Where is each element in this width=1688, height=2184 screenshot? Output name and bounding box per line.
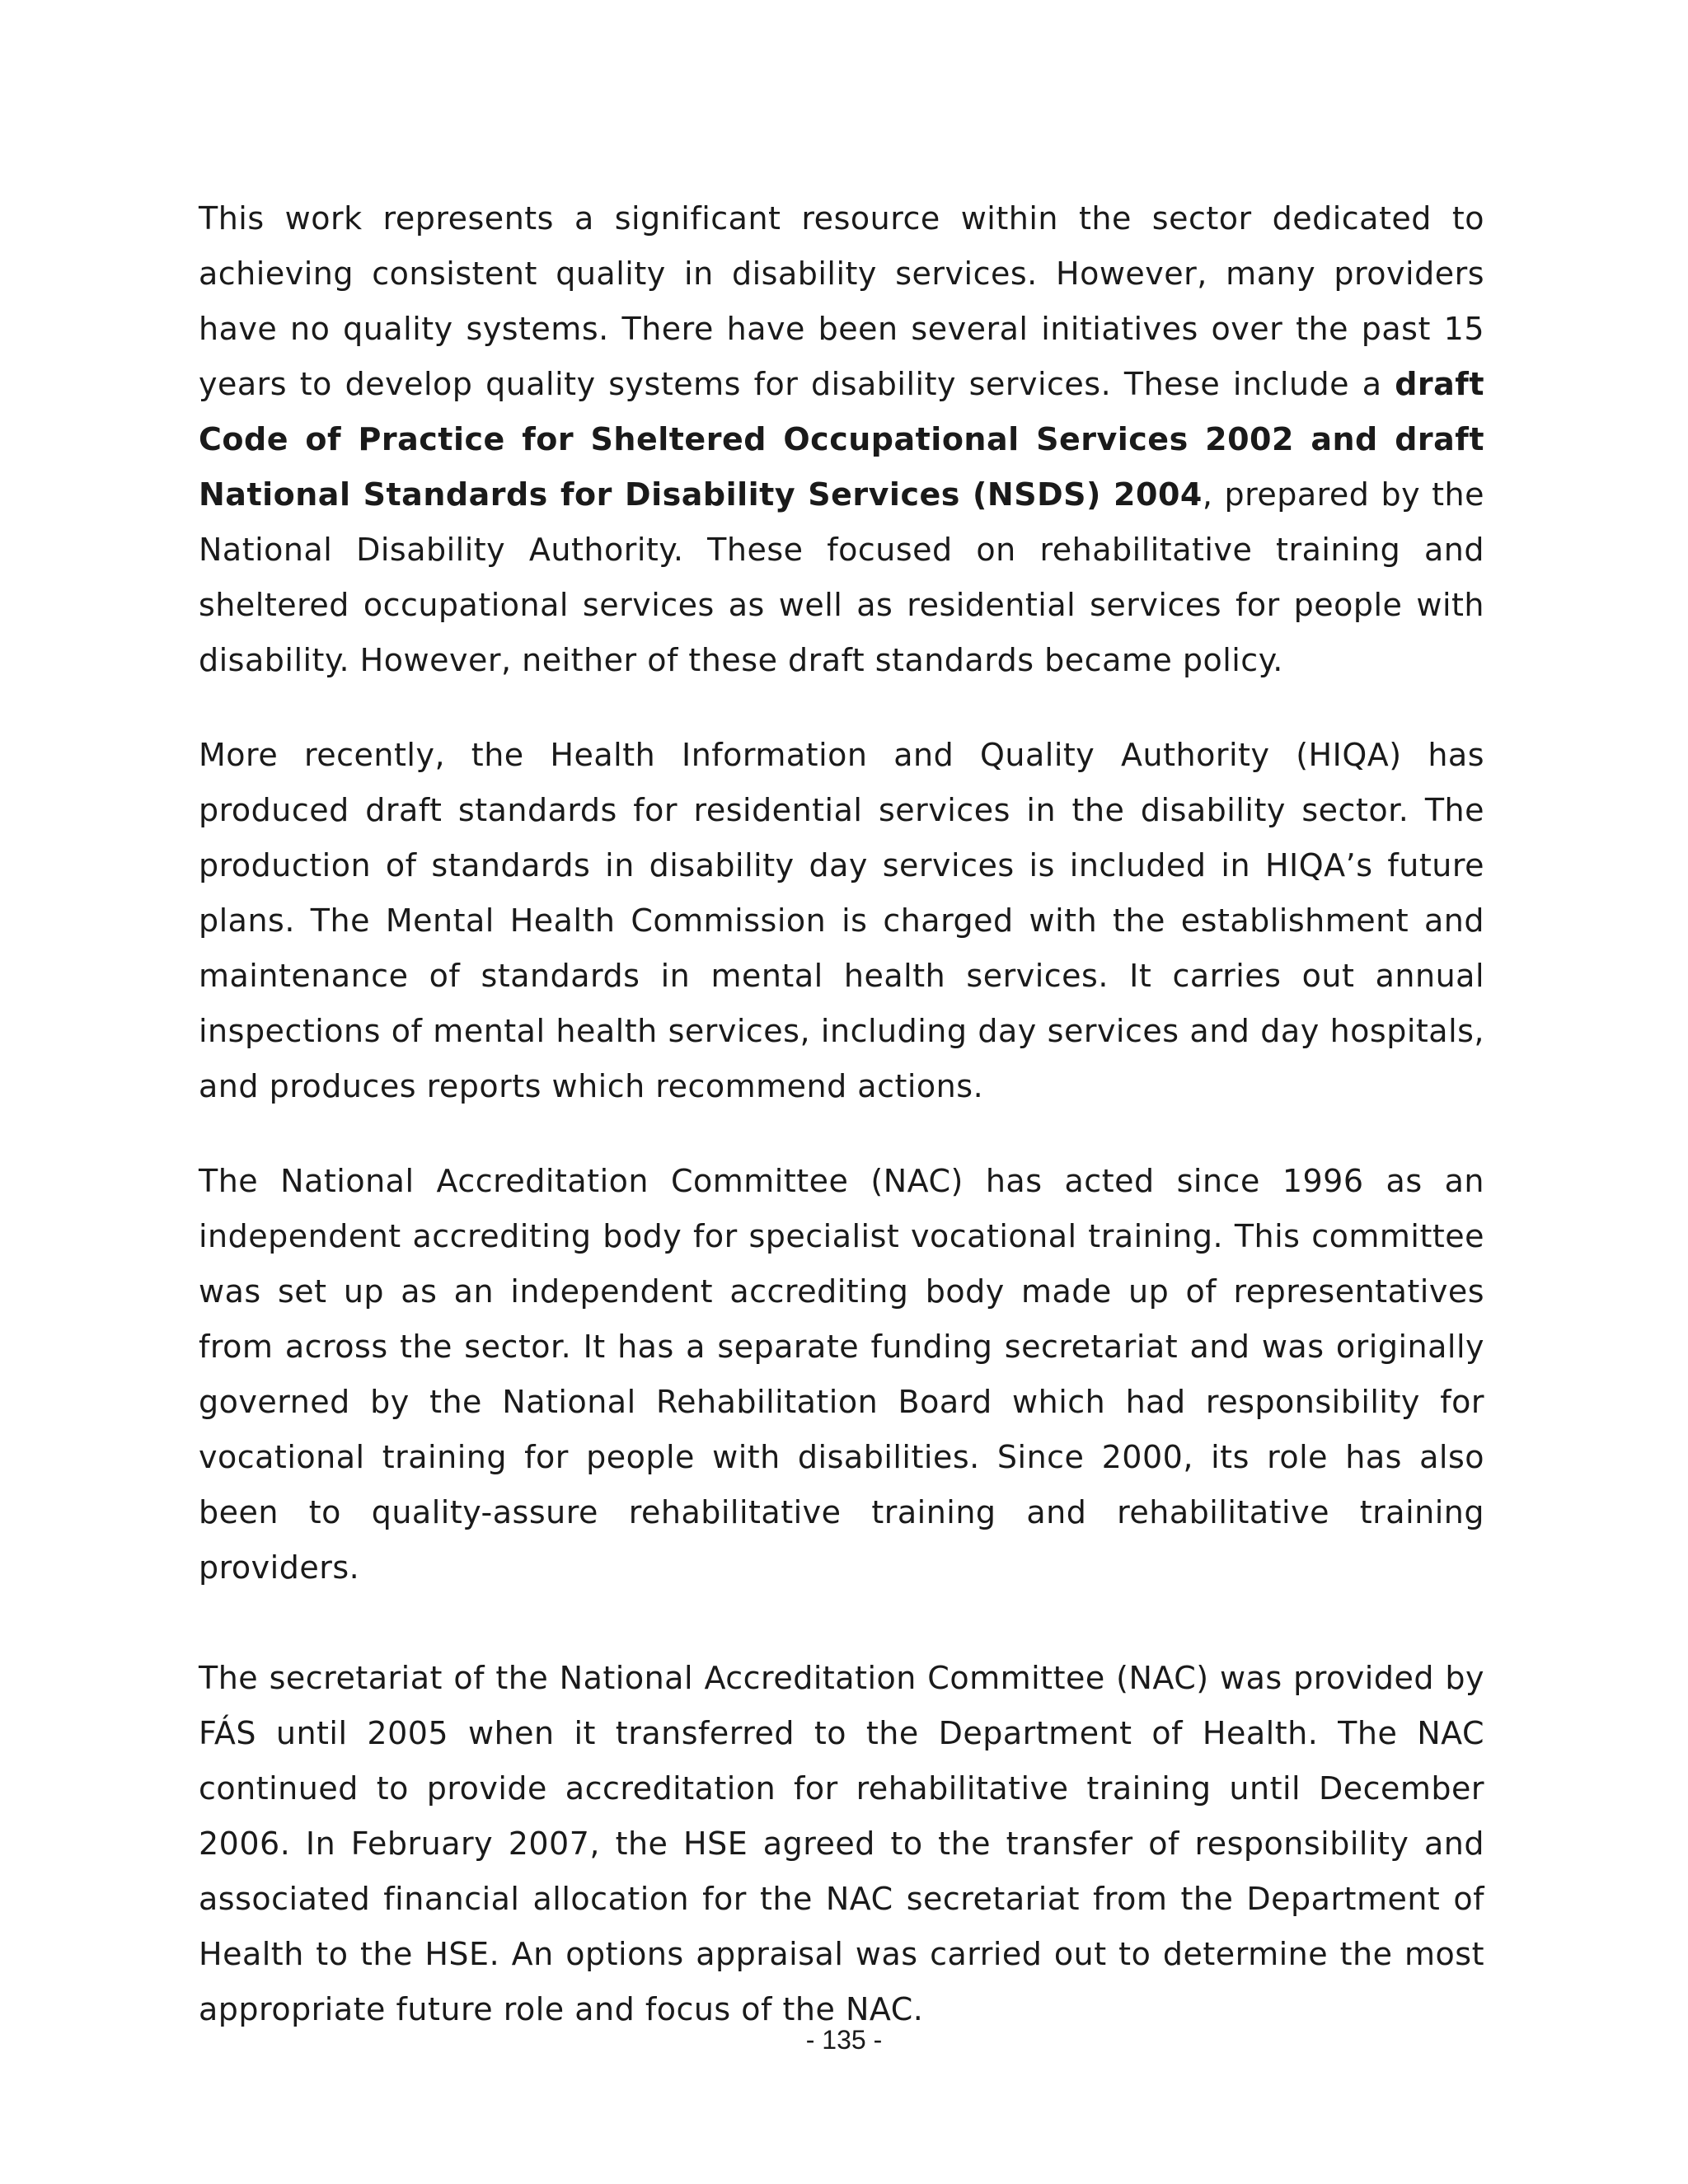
paragraph-text: The National Accreditation Committee (NAC) has acted since 1996 as an independent accrediting body for specialist vocational training. This committee was set up as an independent accrediting body made up of representatives from across the sector. It has a separate funding secretariat and was originally governed by the National Rehabilitation Board which had responsibility for vocational training for people with disabilities. Since 2000, its role has also been to quality-assure rehabilitative training and rehabilitative training providers. [199, 1163, 1484, 1586]
paragraph-hiqa [199, 728, 1484, 1114]
paragraph-nac-secretariat [199, 1651, 1484, 2037]
page-number: - 135 - [805, 2025, 883, 2055]
paragraph-text: , prepared by the National Disability Authority. These focused on rehabilitative training and sheltered occupational services as well as residential services for people with disability. However, neither of these draft standards became policy. [199, 476, 1484, 678]
paragraph-text: This work represents a significant resource within the sector dedicated to achieving consistent quality in disability services. However, many providers have no quality systems. There have been several initiatives over the past 15 years to develop quality systems for disability services. These include a [199, 200, 1484, 402]
paragraph-quality-initiatives [199, 191, 1484, 688]
bold-standards-reference: draft Code of Practice for Sheltered Occupational Services 2002 and draft National Standards for Disability Services (NSDS) 2004 [199, 366, 1484, 513]
paragraph-text: More recently, the Health Information and Quality Authority (HIQA) has produced draft standards for residential services in the disability sector. The production of standards in disability day services is included in HIQA’s future plans. The Mental Health Commission is charged with the establishment and maintenance of standards in mental health services. It carries out annual inspections of mental health services, including day services and day hospitals, and produces reports which recommend actions. [199, 737, 1484, 1104]
paragraph-nac-history [199, 1154, 1484, 1596]
paragraph-text: The secretariat of the National Accreditation Committee (NAC) was provided by FÁS until 2005 when it transferred to the Department of Health. The NAC continued to provide accreditation for rehabilitative training until December 2006. In February 2007, the HSE agreed to the transfer of responsibility and associated financial allocation for the NAC secretariat from the Department of Health to the HSE. An options appraisal was carried out to determine the most appropriate future role and focus of the NAC. [199, 1660, 1484, 2027]
body-text [199, 191, 1484, 2037]
